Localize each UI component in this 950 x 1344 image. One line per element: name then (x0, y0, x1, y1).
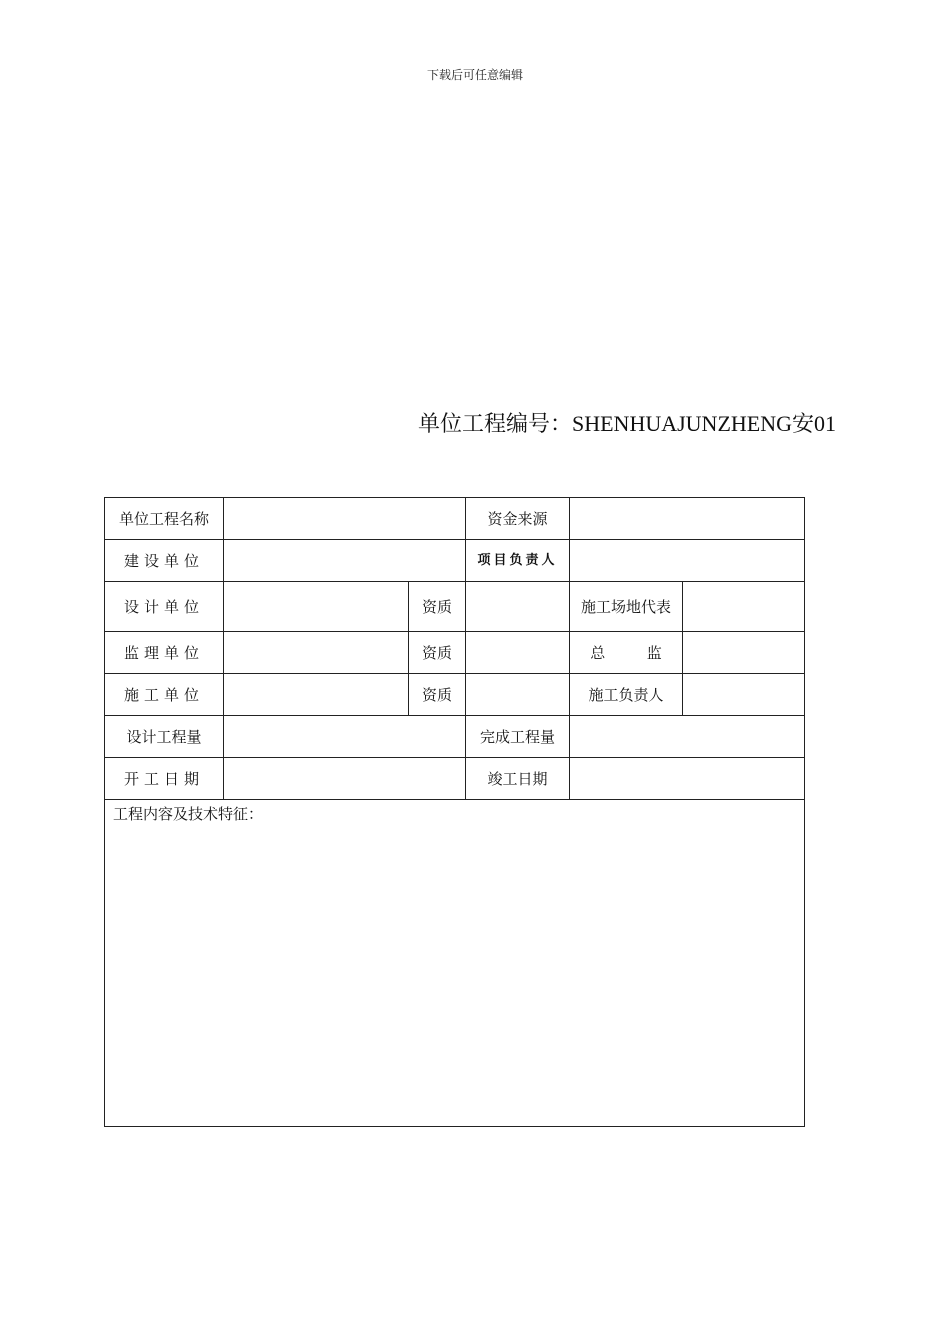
design-quantity-label: 设计工程量 (105, 716, 224, 758)
supervision-qualification-label: 资质 (409, 632, 466, 674)
construction-unit-label: 建设单位 (105, 540, 224, 582)
construction-unit-value[interactable] (224, 540, 466, 582)
builder-manager-value[interactable] (683, 674, 805, 716)
builder-qualification-label: 资质 (409, 674, 466, 716)
supervision-qualification-value[interactable] (466, 632, 570, 674)
supervision-unit-label: 监理单位 (105, 632, 224, 674)
fund-source-value[interactable] (570, 498, 805, 540)
fund-source-label: 资金来源 (466, 498, 570, 540)
design-qualification-value[interactable] (466, 582, 570, 632)
table-row (105, 800, 805, 1127)
design-quantity-value[interactable] (224, 716, 466, 758)
design-unit-label: 设计单位 (105, 582, 224, 632)
chief-supervisor-label: 总 监 (570, 632, 683, 674)
site-representative-label: 施工场地代表 (570, 582, 683, 632)
completion-date-label: 竣工日期 (466, 758, 570, 800)
completed-quantity-label: 完成工程量 (466, 716, 570, 758)
design-qualification-label: 资质 (409, 582, 466, 632)
builder-manager-label: 施工负责人 (570, 674, 683, 716)
builder-unit-value[interactable] (224, 674, 409, 716)
project-code-title: 单位工程编号：SHENHUAJUNZHENG安01 (418, 411, 836, 436)
builder-qualification-value[interactable] (466, 674, 570, 716)
table-row (105, 540, 805, 582)
project-manager-label: 项目负责人 (466, 540, 570, 582)
unit-project-name-value[interactable] (224, 498, 466, 540)
header-note: 下载后可任意编辑 (426, 68, 523, 82)
chief-supervisor-value[interactable] (683, 632, 805, 674)
project-info-table (104, 497, 805, 1127)
table-row (105, 632, 805, 674)
table-row (105, 498, 805, 540)
project-manager-value[interactable] (570, 540, 805, 582)
builder-unit-label: 施工单位 (105, 674, 224, 716)
start-date-label: 开工日期 (105, 758, 224, 800)
table-row (105, 674, 805, 716)
completion-date-value[interactable] (570, 758, 805, 800)
content-label: 工程内容及技术特征： (113, 805, 264, 823)
table-row (105, 716, 805, 758)
design-unit-value[interactable] (224, 582, 409, 632)
start-date-value[interactable] (224, 758, 466, 800)
table-row (105, 582, 805, 632)
supervision-unit-value[interactable] (224, 632, 409, 674)
table-row (105, 758, 805, 800)
unit-project-name-label: 单位工程名称 (105, 498, 224, 540)
site-representative-value[interactable] (683, 582, 805, 632)
content-cell[interactable] (105, 800, 805, 1127)
completed-quantity-value[interactable] (570, 716, 805, 758)
